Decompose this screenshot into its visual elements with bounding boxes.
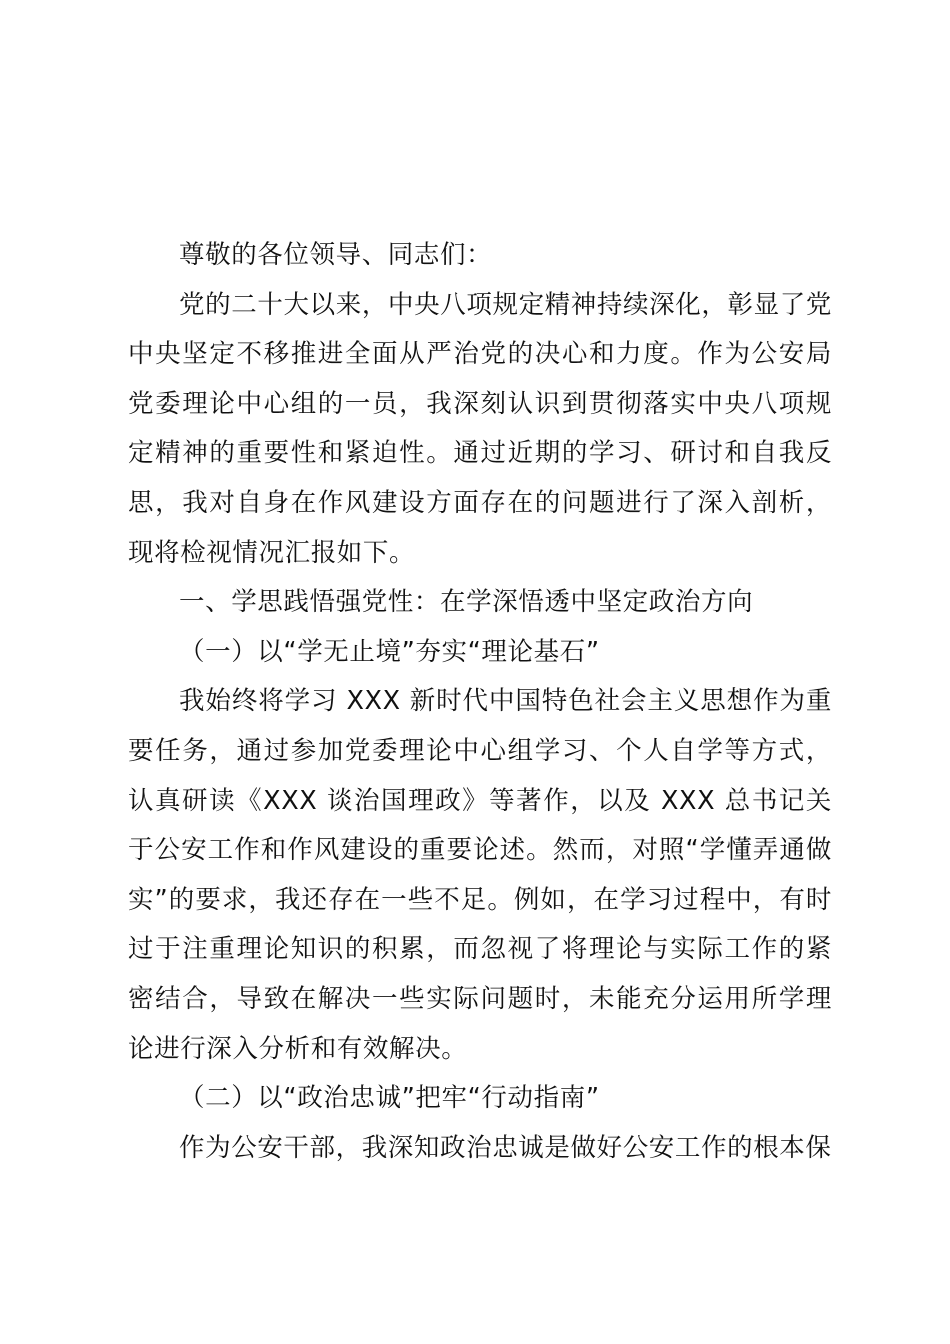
salutation: 尊敬的各位领导、同志们： (179, 240, 493, 270)
subsection-body-2: 作为公安干部，我深知政治忠诚是做好公安工作的根本保 (179, 1132, 832, 1163)
section-heading-1: 一、学思践悟强党性：在学深悟透中坚定政治方向 (179, 587, 754, 618)
subsection-heading-2: （二）以“政治忠诚”把牢“行动指南” (179, 1083, 600, 1114)
subsection-body-1: 我始终将学习 XXX 新时代中国特色社会主义思想作为重要任务，通过参加党委理论中心组学习、个人自学等方式，认真研读《XXX 谈治国理政》等著作，以及 XXX 总书记关于公安工作和作风建设的重要论述。然而，对照“学懂弄通做实”的要求，我还存在一些不足。例如，在学习过程中，有时过于注重理论知识的积累，而忽视了将理论与实际工作的紧密结合，导致在解决一些实际问题时，未能充分运用所学理论进行深入分析和有效解决。 (128, 686, 832, 1064)
subsection-heading-1: （一）以“学无止境”夯实“理论基石” (179, 636, 600, 667)
intro-paragraph: 党的二十大以来，中央八项规定精神持续深化，彰显了党中央坚定不移推进全面从严治党的决心和力度。作为公安局党委理论中心组的一员，我深刻认识到贯彻落实中央八项规定精神的重要性和紧迫性。通过近期的学习、研讨和自我反思，我对自身在作风建设方面存在的问题进行了深入剖析，现将检视情况汇报如下。 (128, 289, 832, 568)
document-body (128, 231, 832, 1173)
